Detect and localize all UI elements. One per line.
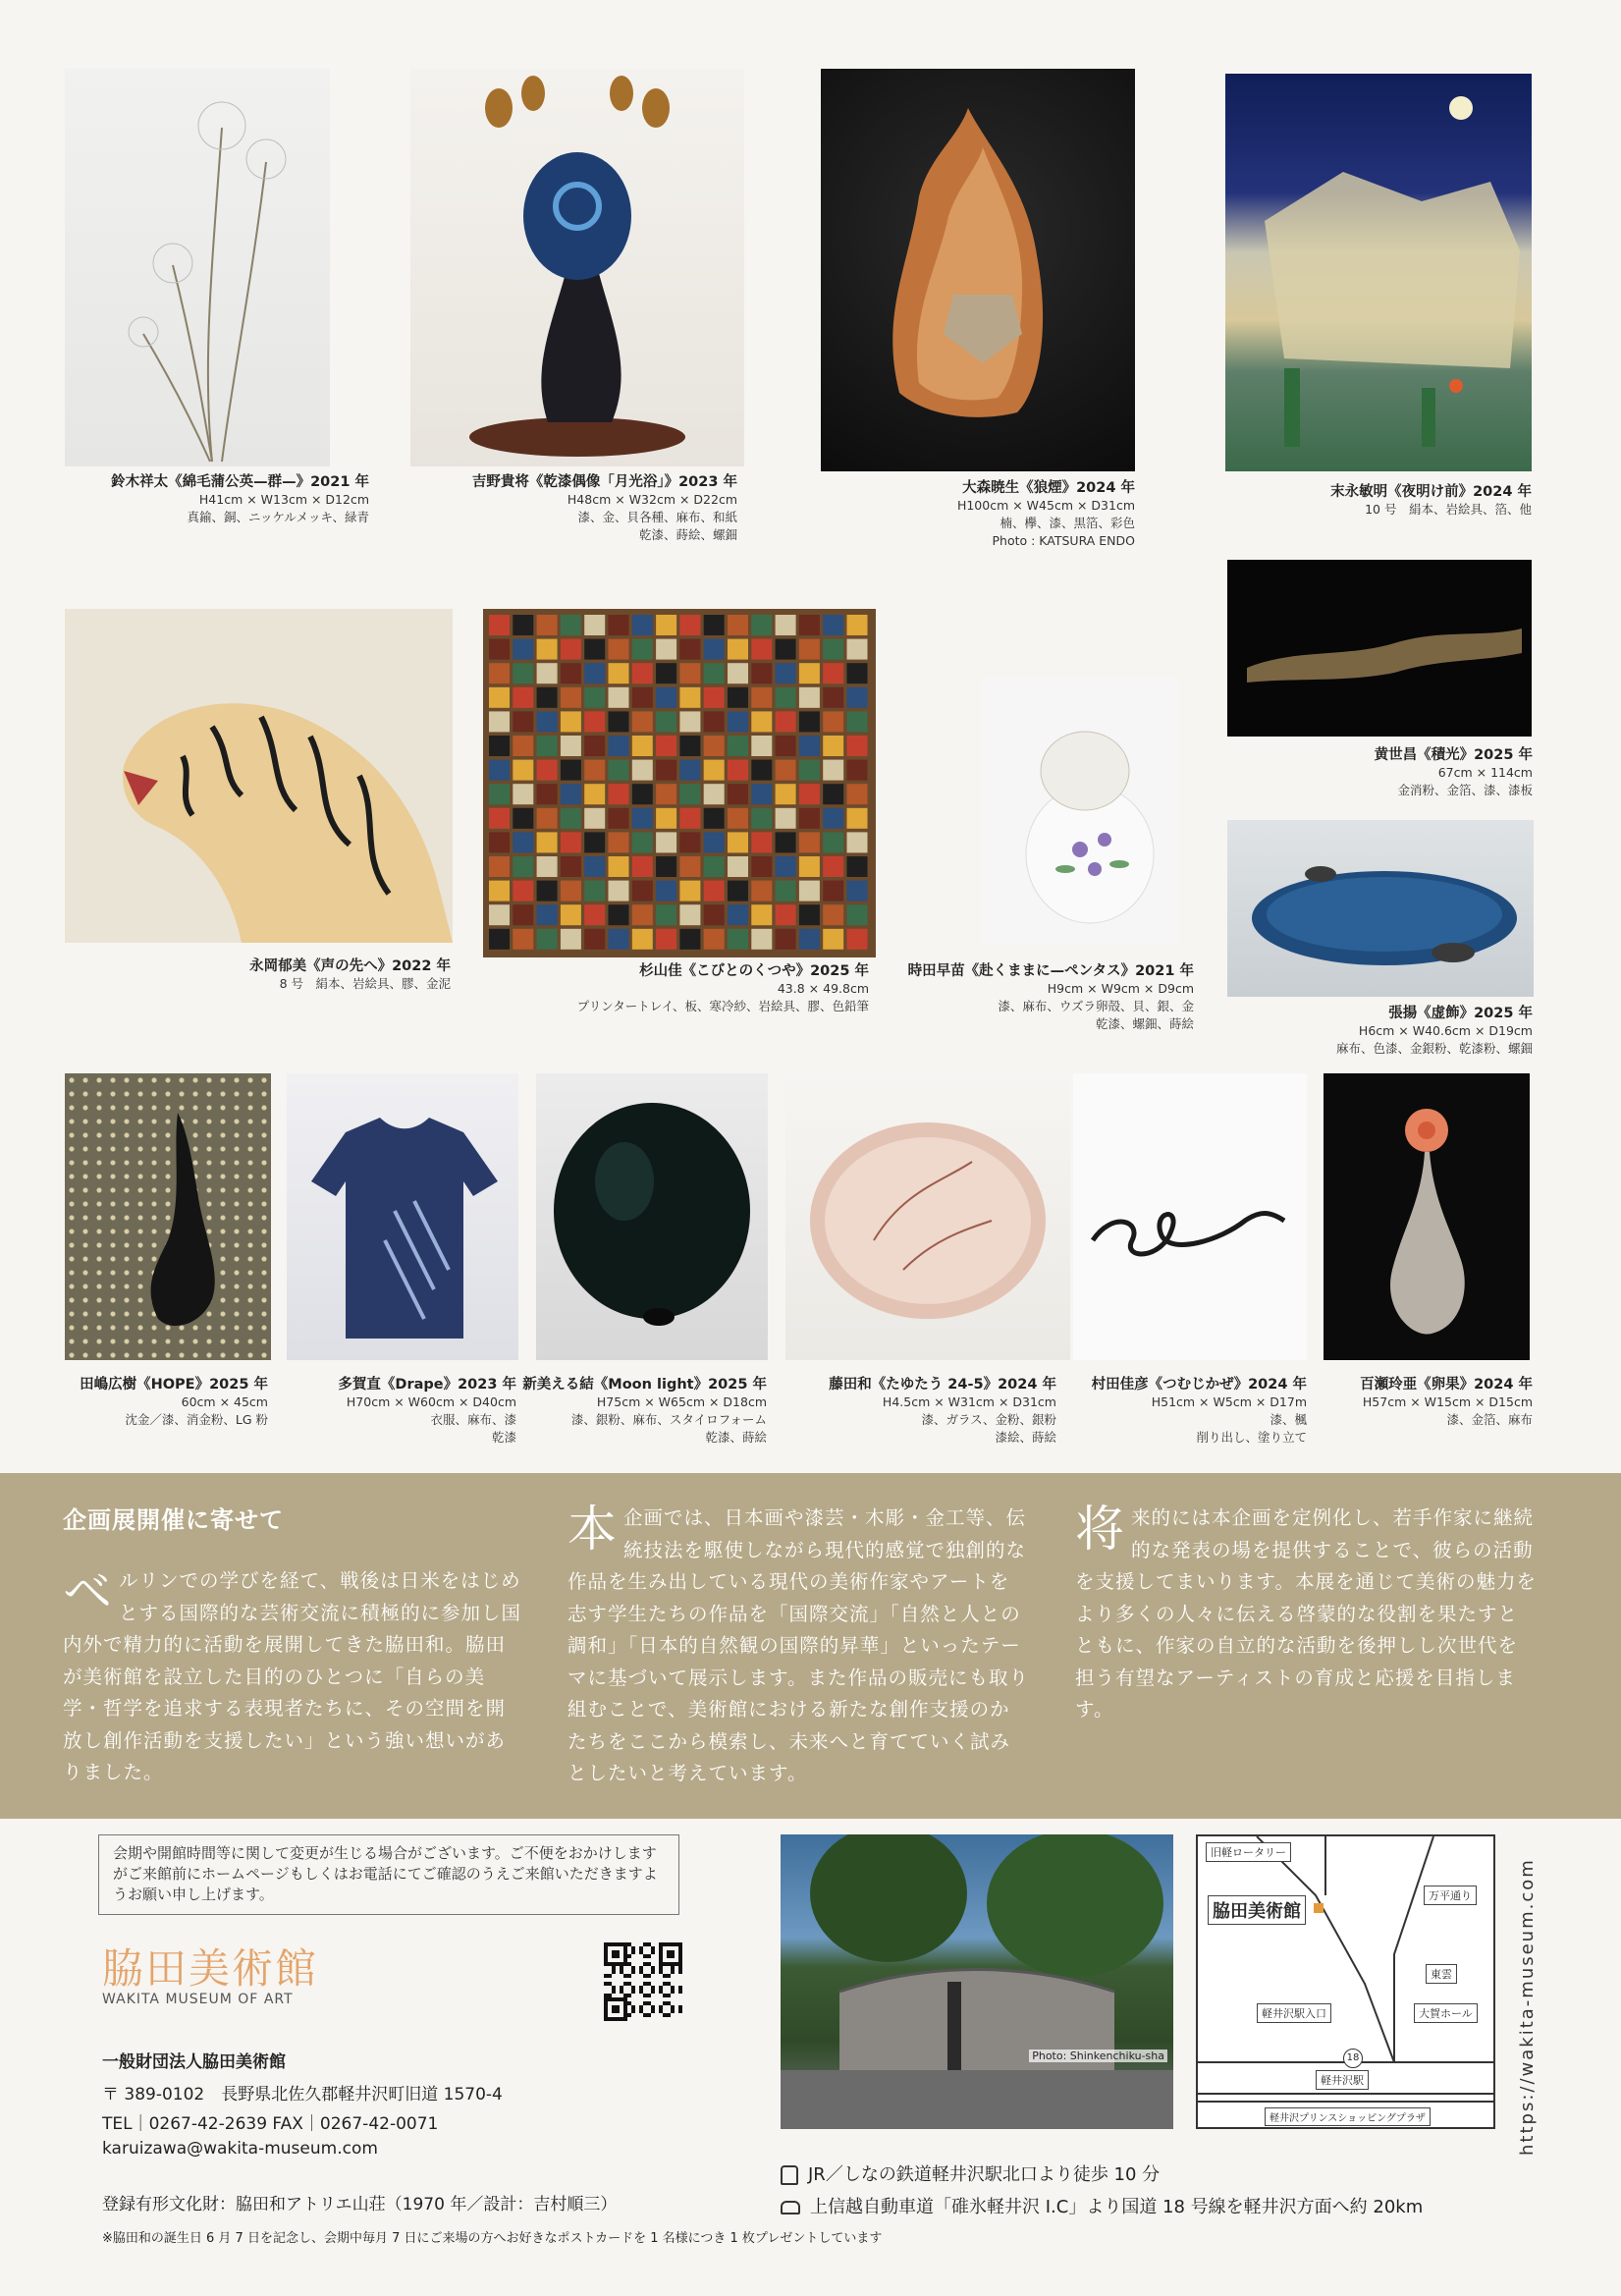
drop-cap-1: ベ: [63, 1563, 113, 1620]
caption-yoshino: 吉野貴将《乾漆偶像「月光浴」》2023 年 H48cm × W32cm × D22cm 漆、金、貝各種、麻布、和紙 乾漆、蒔絵、螺鈿: [471, 474, 737, 542]
essay-heading: 企画展開催に寄せて: [63, 1506, 284, 1534]
caption-omori: 大森暁生《狼煙》2024 年 H100cm × W45cm × D31cm 楠、欅、漆、黒箔、彩色 Photo : KATSURA ENDO: [956, 480, 1135, 548]
map-label-tokyu: 東雲: [1426, 1964, 1457, 1984]
caption-fujita: 藤田和《たゆたう 24-5》2024 年 H4.5cm × W31cm × D31cm 漆、ガラス、金粉、銀粉 漆絵、蒔絵: [829, 1377, 1056, 1445]
artwork-image-dandelion: [65, 69, 330, 466]
caption-nagaoka: 永岡郁美《声の先へ》2022 年 8 号 絹本、岩絵具、膠、金泥: [249, 958, 451, 991]
heritage-note: 登録有形文化財：脇田和アトリエ山荘（1970 年／設計：吉村順三）: [102, 2195, 618, 2214]
caption-taga: 多賀直《Drape》2023 年 H70cm × W60cm × D40cm 衣服、麻布、漆 乾漆: [338, 1377, 516, 1445]
access-train: JR／しなの鉄道軽井沢駅北口より徒歩 10 分: [781, 2160, 1160, 2186]
access-car: 上信越自動車道「碓氷軽井沢 I.C」より国道 18 号線を軽井沢方面へ約 20km: [781, 2193, 1423, 2218]
caption-murata: 村田佳彦《つむじかぜ》2024 年 H51cm × W5cm × D17m 漆、楓 削り出し、塗り立て: [1091, 1377, 1307, 1445]
drop-cap-3: 将: [1075, 1501, 1125, 1558]
caption-zhang: 張揚《虚飾》2025 年 H6cm × W40.6cm × D19cm 麻布、色漆、金銀粉、乾漆粉、螺鈿: [1335, 1006, 1533, 1056]
museum-photo: [781, 1834, 1173, 2129]
address: 〒 389-0102 長野県北佐久郡軽井沢町旧道 1570-4: [102, 2085, 503, 2105]
museum-logo[interactable]: [102, 1937, 318, 2007]
logo-english: WAKITA MUSEUM OF ART: [102, 1992, 294, 2007]
map-label-road: 万平通り: [1424, 1886, 1477, 1905]
artwork-image-whirlwind: [1073, 1073, 1307, 1360]
essay-column-1: ベルリンでの学びを経て、戦後は日米をはじめとする国際的な芸術交流に積極的に参加し国内外で精力的に活動を展開してきた脇田和。脇田が美術館を設立した目的のひとつに「自らの美学・哲学を追求する表現者たちに、その空間を開放し創作活動を支援したい」という強い想いがありました。: [63, 1563, 522, 1783]
caption-sugiyama: 杉山佳《こびとのくつや》2025 年 43.8 × 49.8cm プリンタートレイ、板、寒冷紗、岩絵具、膠、色鉛筆: [576, 963, 869, 1013]
footnote: ※脇田和の誕生日 6 月 7 日を記念し、会期中毎月 7 日にご来場の方へお好きなポストカードを 1 名様につき 1 枚プレゼントしています: [102, 2231, 883, 2246]
map-label-entrance: 軽井沢駅入口: [1257, 2003, 1331, 2023]
map-label-museum: 脇田美術館: [1208, 1895, 1306, 1925]
caption-momose: 百瀬玲亜《卵果》2024 年 H57cm × W15cm × D15cm 漆、金箔、麻布: [1360, 1377, 1533, 1427]
artwork-image-dawn-landscape: [1225, 74, 1532, 471]
artwork-image-gold-lights: [1227, 560, 1532, 737]
essay-column-3: 将来的には本企画を定例化し、若手作家に継続的な発表の場を提供することで、彼らの活動を支援してまいります。本展を通じて美術の魅力をより多くの人々に伝える啓蒙的な役割を果たすとともに、作家の自立的な活動を後押しし次世代を担う有望なアーティストの育成と応援を目指します。: [1075, 1501, 1537, 1721]
caption-suzuki: 鈴木祥太《綿毛蒲公英—群—》2021 年 H41cm × W13cm × D12cm 真鍮、銅、ニッケルメッキ、緑青: [111, 474, 369, 524]
artwork-image-wolf: [821, 69, 1135, 471]
artwork-image-glass-dish: [785, 1073, 1070, 1360]
qr-code[interactable]: [604, 1942, 682, 2021]
artwork-image-tiger: [65, 609, 453, 943]
artwork-image-hope: [65, 1073, 271, 1360]
artwork-image-lacquer-egg: [982, 678, 1178, 943]
map-label-mall: 軽井沢プリンスショッピングプラザ: [1265, 2107, 1431, 2126]
artwork-image-moonlight: [536, 1073, 768, 1360]
map-label-station: 軽井沢駅: [1316, 2070, 1369, 2090]
map-label-hall: 大賀ホール: [1414, 2003, 1478, 2023]
artwork-image-drape: [287, 1073, 518, 1360]
caption-suenaga: 末永敏明《夜明け前》2024 年 10 号 絹本、岩絵具、箔、他: [1330, 484, 1532, 517]
notice-box: 会期や開館時間等に関して変更が生じる場合がございます。ご不便をおかけしますがご来館前にホームページもしくはお電話にてご確認のうえご来館いただきますようお願い申し上げます。: [98, 1834, 679, 1915]
email-link[interactable]: karuizawa@wakita-museum.com: [102, 2139, 378, 2159]
map-label-rotary: 旧軽ロータリー: [1206, 1842, 1291, 1862]
map-route-marker: 18: [1343, 2049, 1363, 2068]
org-name: 一般財団法人脇田美術館: [102, 2052, 286, 2072]
caption-tokita: 時田早苗《赴くままに—ペンタス》2021 年 H9cm × W9cm × D9cm 漆、麻布、ウズラ卵殻、貝、銀、金 乾漆、螺鈿、蒔絵: [907, 963, 1194, 1031]
artwork-image-blue-tray: [1227, 820, 1534, 997]
logo-japanese: 脇田美術館: [102, 1944, 319, 1993]
train-icon: [781, 2165, 798, 2185]
drop-cap-2: 本: [567, 1501, 618, 1558]
essay-column-2: 本企画では、日本画や漆芸・木彫・金工等、伝統技法を駆使しながら現代的感覚で独創的な作品を生み出している現代の美術作家やアートを志す学生たちの作品を「国際交流」「自然と人との調和」「日本的自然観の国際的昇華」といったテーマに基づいて展示します。また作品の販売にも取り組むことで、美術館における新たな創作支援のかたちをここから模索し、未来へと育てていく試みとしたいと考えています。: [567, 1501, 1029, 1784]
access-map[interactable]: [1196, 1834, 1495, 2129]
artwork-image-printer-tray: [483, 609, 876, 957]
phone-fax: TEL｜0267-42-2639 FAX｜0267-42-0071: [102, 2114, 439, 2134]
car-icon: [781, 2201, 800, 2214]
caption-huang: 黄世昌《積光》2025 年 67cm × 114cm 金消粉、金箔、漆、漆板: [1374, 747, 1533, 797]
artwork-image-egg-fruit: [1324, 1073, 1530, 1360]
website-url[interactable]: https://wakita-museum.com: [1517, 1858, 1538, 2156]
caption-niimi: 新美える結《Moon light》2025 年 H75cm × W65cm × D18cm 漆、銀粉、麻布、スタイロフォーム 乾漆、蒔絵: [522, 1377, 767, 1445]
photo-credit: Photo: Shinkenchiku-sha: [1029, 2050, 1167, 2062]
essay-band: [0, 1473, 1621, 1819]
caption-tajima: 田嶋広樹《HOPE》2025 年 60cm × 45cm 沈金／漆、消金粉、LG 粉: [80, 1377, 268, 1427]
artwork-image-lacquer-idol: [410, 69, 744, 466]
